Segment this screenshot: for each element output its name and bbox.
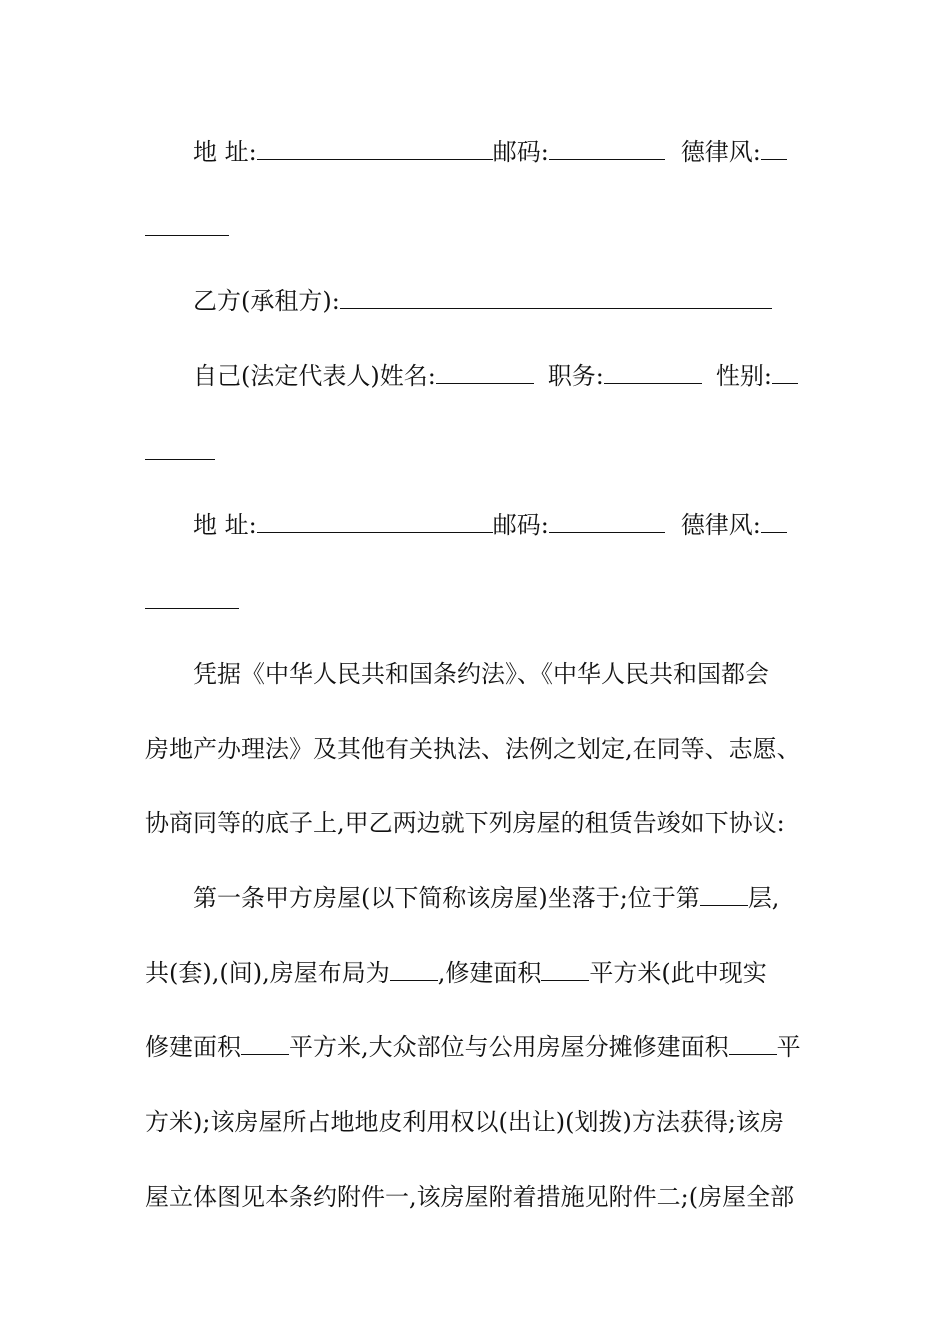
article-1-line: 方米);该房屋所占地地皮利用权以(出让)(划拨)方法获得;该房: [145, 1108, 784, 1136]
phone-blank: [761, 137, 787, 160]
phone-label: 德律风:: [680, 138, 761, 166]
postcode-label: 邮码:: [492, 138, 549, 166]
party-b-rep-line: [193, 361, 798, 391]
address-label: 地 址:: [193, 511, 257, 539]
gender-blank-continuation: [145, 459, 215, 460]
preamble-line: 房地产办理法》及其他有关执法、法例之划定,在同等、志愿、: [145, 735, 801, 763]
postcode-blank: [549, 510, 665, 533]
gender-blank: [772, 361, 798, 384]
phone-label: 德律风:: [680, 511, 761, 539]
article-1-line: 屋立体图见本条约附件一,该房屋附着措施见附件二;(房屋全部: [145, 1183, 795, 1211]
position-blank: [604, 361, 702, 384]
party-b-blank: [340, 286, 772, 309]
phone-blank-continuation: [145, 608, 239, 609]
article-text: 修建面积: [145, 1033, 241, 1061]
article-1-line: [145, 1032, 801, 1062]
gender-label: 性别:: [715, 362, 772, 390]
article-text: 共(套),(间),房屋布局为: [145, 959, 390, 987]
article-1-line: [145, 958, 767, 988]
address-label: 地 址:: [193, 138, 257, 166]
floor-blank: [700, 883, 748, 906]
article-text: 平方米,大众部位与公用房屋分摊修建面积: [289, 1033, 729, 1061]
rep-name-label: 自己(法定代表人)姓名:: [193, 362, 436, 390]
party-b-line: [193, 286, 772, 316]
shared-area-blank: [729, 1032, 777, 1055]
preamble-line: 凭据《中华人民共和国条约法》、《中华人民共和国都会: [193, 660, 769, 688]
party-b-label: 乙方(承租方):: [193, 287, 340, 315]
structure-blank: [390, 958, 438, 981]
address-blank: [257, 510, 493, 533]
postcode-label: 邮码:: [492, 511, 549, 539]
phone-blank: [761, 510, 787, 533]
address-blank: [257, 137, 493, 160]
preamble-line: 协商同等的底子上,甲乙两边就下列房屋的租赁告竣如下协议:: [145, 809, 785, 837]
position-label: 职务:: [547, 362, 604, 390]
article-1-line: [193, 883, 779, 913]
article-text: 平方米(此中现实: [589, 959, 767, 987]
party-b-contact-line: [193, 510, 787, 540]
rep-name-blank: [436, 361, 534, 384]
article-text: 层,: [747, 884, 780, 912]
party-a-contact-line: [193, 137, 787, 167]
area-blank: [541, 958, 589, 981]
article-text: 平: [776, 1033, 801, 1061]
postcode-blank: [549, 137, 665, 160]
actual-area-blank: [241, 1032, 289, 1055]
article-text: ,修建面积: [437, 959, 542, 987]
article-text: 第一条甲方房屋(以下简称该房屋)坐落于;位于第: [193, 884, 700, 912]
phone-blank-continuation: [145, 235, 229, 236]
